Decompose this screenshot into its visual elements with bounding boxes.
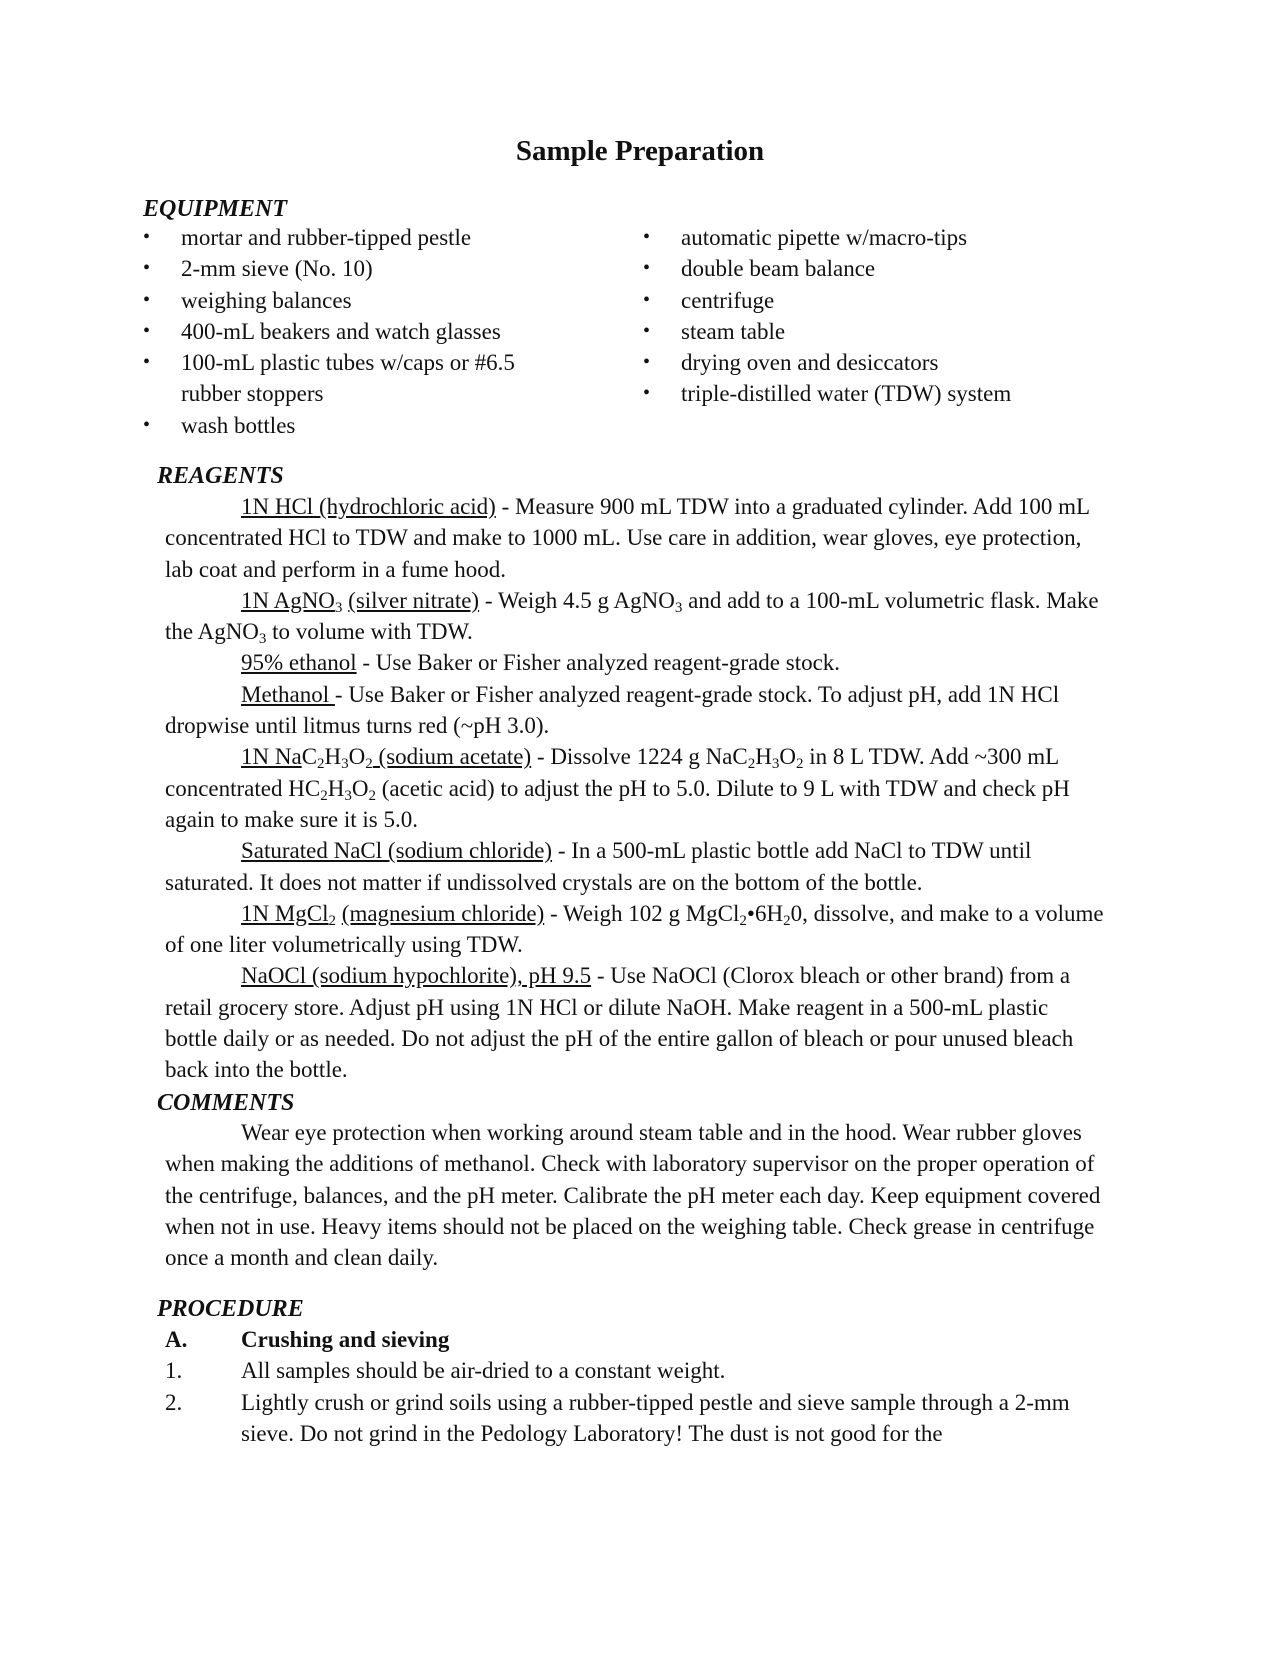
comments-heading: COMMENTS bbox=[157, 1090, 295, 1116]
reagents-body bbox=[165, 491, 1105, 1086]
reagent-nacl: Saturated NaCl (sodium chloride) - In a 500-mL plastic bottle add NaCl to TDW until saturated. It does not matter if undissolved crystals are on the bottom of the bottle. bbox=[165, 838, 1032, 895]
list-item: • 100-mL plastic tubes w/caps or #6.5 rubber stoppers bbox=[143, 347, 603, 410]
list-item: • mortar and rubber-tipped pestle bbox=[143, 222, 603, 253]
reagent-name: 1N AgNO$_3$ bbox=[241, 587, 343, 616]
list-item: • centrifuge bbox=[643, 285, 1123, 316]
bullet-icon: • bbox=[643, 351, 651, 374]
list-item: • double beam balance bbox=[643, 253, 1123, 284]
step-text: All samples should be air-dried to a constant weight. bbox=[241, 1358, 726, 1384]
reagent-naocl: NaOCl (sodium hypochlorite), pH 9.5 - Use NaOCl (Clorox bleach or other brand) from a retail grocery store. Adjust pH using 1N HCl or dilute NaOH. Make reagent in a 500-mL plastic bottle daily or as needed. Do not adjust the pH of the entire gallon of bleach or pour unused bleach back into the bottle. bbox=[165, 963, 1074, 1083]
step-number: 2. bbox=[165, 1389, 183, 1415]
equipment-heading: EQUIPMENT bbox=[143, 196, 288, 222]
bullet-icon: • bbox=[143, 413, 151, 436]
reagent-mgcl2: 1N MgCl$_2$ (magnesium chloride) - Weigh 102 g $MgCl_2•6H_20$, dissolve, and make to a volume of one liter volumetrically using TDW. bbox=[165, 900, 1104, 958]
bullet-icon: • bbox=[143, 226, 151, 248]
procedure-body bbox=[165, 1324, 1115, 1449]
comments-body: Wear eye protection when working around steam table and in the hood. Wear rubber gloves when making the additions of methanol. Check with laboratory supervisor on the proper operation of the centrifuge, balances, and the pH meter. Calibrate the pH meter each day. Keep equipment covered when not in use. Heavy items should not be placed on the weighing table. Check grease in centrifuge once a month and clean daily. bbox=[165, 1120, 1101, 1271]
reagent-name: 1N HCl (hydrochloric acid) bbox=[241, 494, 496, 519]
bullet-icon: • bbox=[143, 288, 151, 311]
list-item: • steam table bbox=[643, 316, 1123, 347]
list-item: • 2-mm sieve (No. 10) bbox=[143, 253, 603, 284]
step-text: Lightly crush or grind soils using a rubber-tipped pestle and sieve sample through a 2-mm sieve. Do not grind in the Pedology Laboratory! The dust is not good for the bbox=[241, 1389, 1070, 1446]
reagent-sodium-acetate: 1N $NaC_2H_3O_2$ (sodium acetate) - Dissolve 1224 g $NaC_2H_3O_2$ in 8 L TDW. Add ~300 mL concentrated $HC_2H_3O_2$ (acetic acid) to adjust the pH to 5.0. Dilute to 9 L with TDW and check pH again to make sure it is 5.0. bbox=[165, 744, 1070, 832]
reagent-ethanol: 95% ethanol - Use Baker or Fisher analyzed reagent-grade stock. bbox=[241, 650, 841, 676]
list-item: • 400-mL beakers and watch glasses bbox=[143, 316, 603, 347]
bullet-icon: • bbox=[643, 319, 651, 342]
page-title: Sample Preparation bbox=[515, 135, 765, 167]
section-title: Crushing and sieving bbox=[241, 1327, 450, 1352]
step-number: 1. bbox=[165, 1358, 183, 1384]
list-item: • automatic pipette w/macro-tips bbox=[643, 222, 1123, 253]
reagent-hcl: 1N HCl (hydrochloric acid) - Measure 900 mL TDW into a graduated cylinder. Add 100 mL concentrated HCl to TDW and make to 1000 mL. Use care in addition, wear gloves, eye protection, lab coat and perform in a fume hood. bbox=[165, 494, 1090, 582]
bullet-icon: • bbox=[143, 351, 151, 374]
equipment-list-left bbox=[143, 222, 603, 441]
list-item: • triple-distilled water (TDW) system bbox=[643, 378, 1123, 409]
equipment-list-right bbox=[643, 222, 1123, 410]
procedure-heading: PROCEDURE bbox=[157, 1296, 304, 1322]
reagent-name: Methanol bbox=[241, 681, 335, 707]
list-item: • wash bottles bbox=[143, 410, 603, 441]
procedure-step bbox=[165, 1355, 1115, 1386]
bullet-icon: • bbox=[143, 319, 151, 342]
list-item: • weighing balances bbox=[143, 285, 603, 316]
reagents-heading: REAGENTS bbox=[157, 463, 284, 489]
bullet-icon: • bbox=[643, 257, 651, 280]
section-label: A. bbox=[165, 1327, 188, 1352]
bullet-icon: • bbox=[643, 288, 651, 311]
reagent-name: 1N Na bbox=[241, 744, 302, 770]
bullet-icon: • bbox=[643, 382, 651, 405]
reagent-agno3: 1N AgNO$_3$ (silver nitrate) - Weigh 4.5 g AgNO$_3$ and add to a 100-mL volumetric flask. Make the AgNO$_3$ to volume with TDW. bbox=[165, 587, 1099, 648]
reagent-name: 1N MgCl$_2$ bbox=[241, 900, 337, 929]
list-item: • drying oven and desiccators bbox=[643, 347, 1123, 378]
reagent-name: Saturated NaCl (sodium chloride) bbox=[241, 838, 553, 864]
reagent-name: NaOCl (sodium hypochlorite), pH 9.5 bbox=[241, 963, 592, 989]
bullet-icon: • bbox=[643, 226, 651, 248]
procedure-step bbox=[165, 1387, 1115, 1450]
reagent-methanol: Methanol - Use Baker or Fisher analyzed reagent-grade stock. To adjust pH, add 1N HCl dropwise until litmus turns red (~pH 3.0). bbox=[165, 681, 1060, 739]
procedure-section bbox=[165, 1324, 1115, 1355]
reagent-name: 95% ethanol bbox=[241, 650, 357, 676]
bullet-icon: • bbox=[143, 257, 151, 280]
